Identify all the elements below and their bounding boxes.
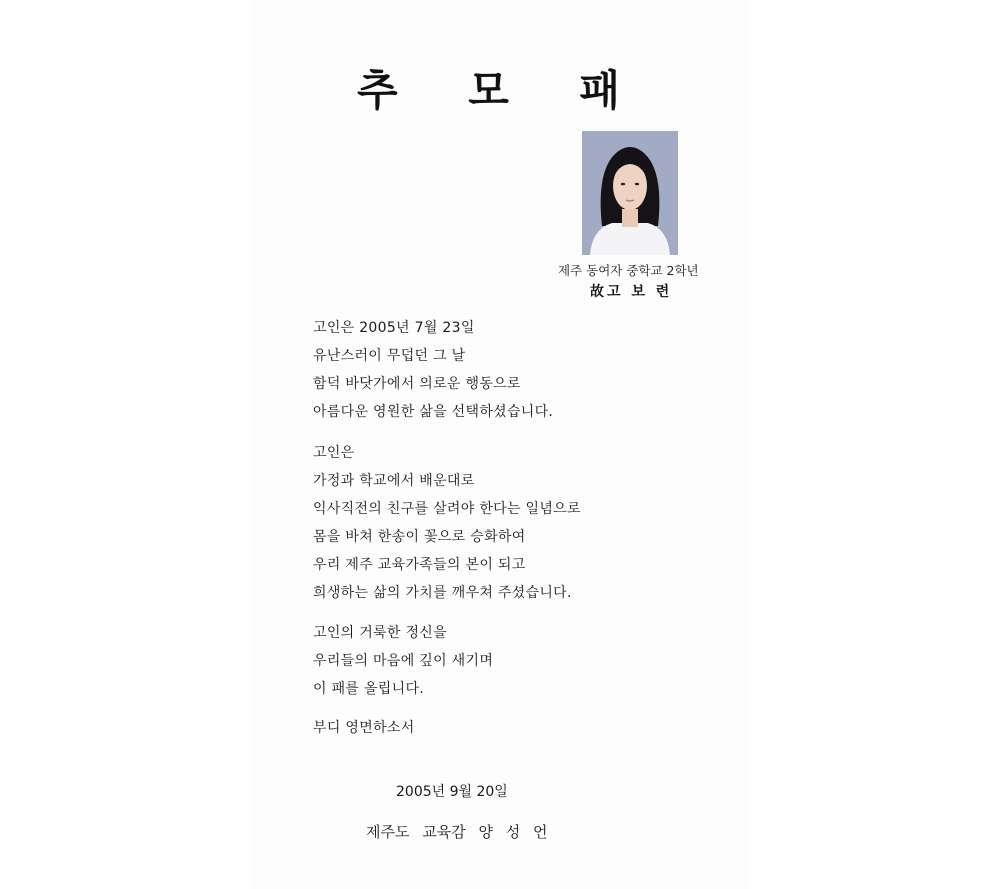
portrait-photo [582,131,678,255]
document-title: 추 모 패 [357,66,648,115]
deceased-name: 故고 보 련 [590,284,673,300]
portrait-illustration [582,131,678,255]
body-line: 유난스러이 무덥던 그 날 [313,348,466,364]
signer: 제주도 교육감 양 성 언 [366,823,548,841]
body-line: 이 패를 올립니다. [313,681,425,697]
body-line: 몸을 바쳐 한송이 꽃으로 승화하여 [313,529,526,545]
body-line: 우리들의 마음에 깊이 새기며 [313,653,494,669]
body-line: 아름다운 영원한 삶을 선택하셨습니다. [313,404,554,420]
school-label: 제주 동여자 중학교 2학년 [558,263,699,278]
body-line: 희생하는 삶의 가치를 깨우쳐 주셨습니다. [313,585,572,601]
body-line: 익사직전의 친구를 살려야 한다는 일념으로 [313,501,581,517]
body-line: 고인의 거룩한 정신을 [313,625,447,641]
body-line: 고인은 2005년 7월 23일 [313,320,475,336]
body-line: 고인은 [313,445,355,461]
body-line: 부디 영면하소서 [313,720,415,736]
body-line: 우리 제주 교육가족들의 본이 되고 [313,557,526,573]
body-line: 가정과 학교에서 배운대로 [313,473,475,489]
body-line: 함덕 바닷가에서 의로운 행동으로 [313,376,521,392]
document-date: 2005년 9월 20일 [396,784,508,800]
